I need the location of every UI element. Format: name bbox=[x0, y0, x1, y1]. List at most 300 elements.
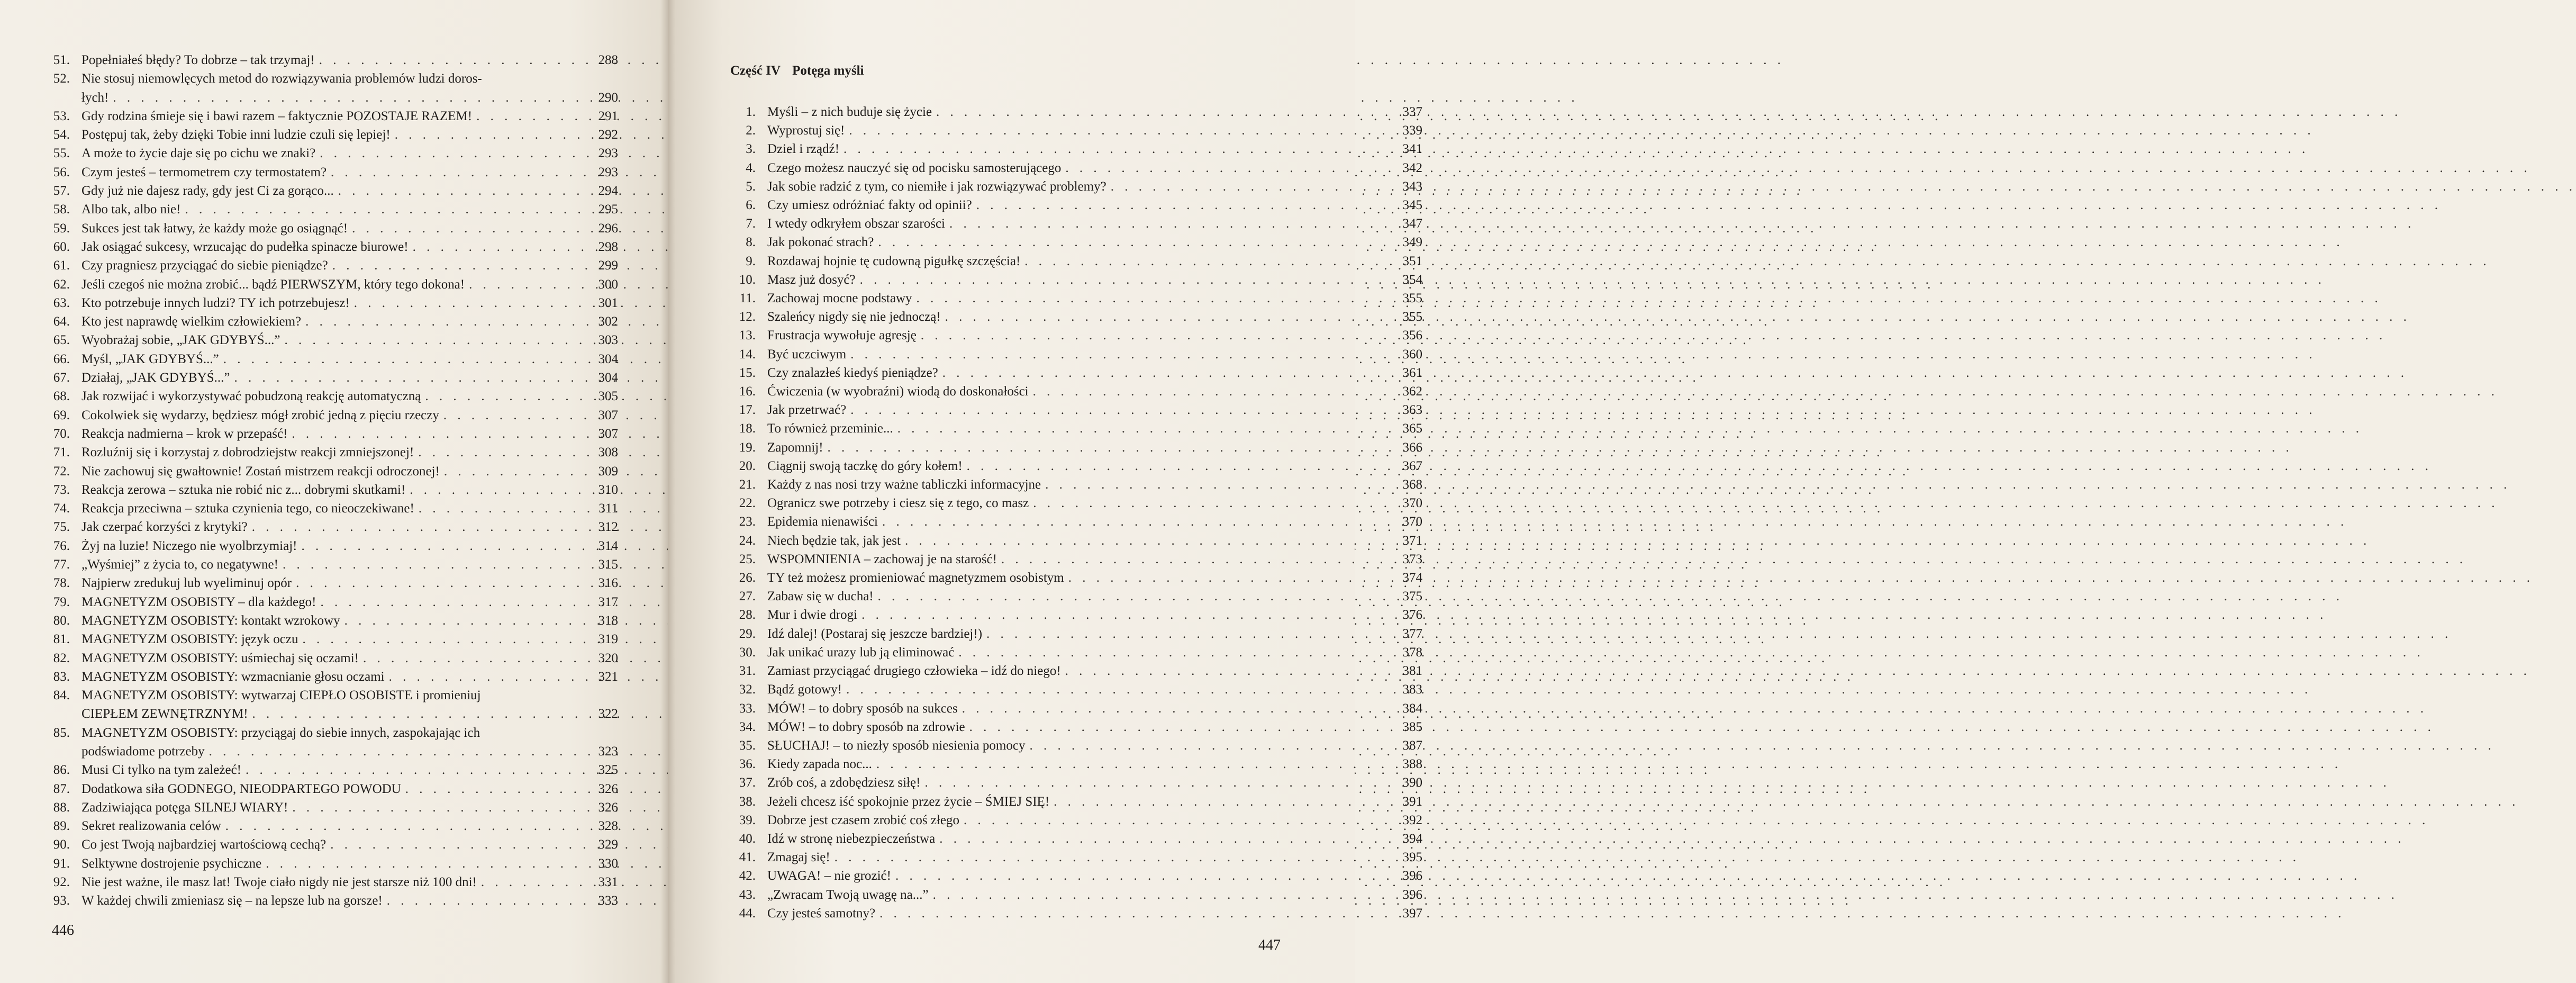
entry-number: 22. bbox=[739, 496, 756, 511]
entry-page: 383 bbox=[1402, 682, 1422, 697]
entry-page: 397 bbox=[1402, 906, 1422, 921]
toc-entry bbox=[724, 643, 1422, 662]
toc-entry bbox=[724, 811, 1422, 829]
entry-page: 390 bbox=[1402, 775, 1422, 790]
entry-page: 293 bbox=[598, 146, 618, 161]
toc-entry bbox=[47, 107, 618, 125]
entry-number: 61. bbox=[53, 258, 70, 273]
toc-entry bbox=[724, 718, 1422, 736]
entry-title: Jak unikać urazy lub ją eliminować bbox=[767, 645, 955, 660]
entry-title: Zrób coś, a zdobędziesz siłę! bbox=[767, 775, 921, 790]
entry-number: 88. bbox=[53, 800, 70, 815]
entry-title: Cokolwiek się wydarzy, będziesz mógł zrobić jedną z pięciu rzeczy bbox=[81, 408, 439, 422]
toc-entry bbox=[724, 364, 1422, 382]
entry-title: Rozluźnij się i korzystaj z dobrodziejstw reakcji zmniejszonej! bbox=[81, 445, 414, 460]
entry-page: 356 bbox=[1402, 328, 1422, 343]
entry-title: Myśl, „JAK GDYBYŚ...” bbox=[81, 351, 219, 366]
entry-number: 6. bbox=[746, 198, 756, 213]
entry-number: 35. bbox=[739, 738, 756, 753]
entry-title: MAGNETYZM OSOBISTY: przyciągaj do siebie innych, zaspokajając ich bbox=[81, 725, 480, 740]
entry-page: 370 bbox=[1402, 515, 1422, 529]
entry-page: 395 bbox=[1402, 850, 1422, 865]
toc-entry bbox=[47, 462, 618, 481]
entry-page: 385 bbox=[1402, 719, 1422, 734]
entry-page: 351 bbox=[1402, 254, 1422, 268]
toc-entry bbox=[724, 680, 1422, 699]
entry-page: 296 bbox=[598, 221, 618, 236]
entry-page: 375 bbox=[1402, 589, 1422, 604]
entry-number: 43. bbox=[739, 887, 756, 902]
entry-page: 300 bbox=[598, 277, 618, 292]
entry-page: 325 bbox=[598, 763, 618, 778]
entry-title: Myśli – z nich buduje się życie bbox=[767, 105, 932, 119]
entry-number: 54. bbox=[53, 128, 70, 142]
entry-number: 77. bbox=[53, 557, 70, 572]
entry-number: 64. bbox=[53, 314, 70, 329]
dot-leader bbox=[964, 811, 2429, 829]
toc-entry bbox=[47, 854, 618, 873]
entry-title: Jak przetrwać? bbox=[767, 403, 847, 418]
toc-entry bbox=[724, 457, 1422, 475]
entry-title: Idź w stronę niebezpieczeństwa bbox=[767, 831, 936, 846]
toc-entry bbox=[47, 294, 618, 312]
toc-entry bbox=[724, 587, 1422, 606]
entry-number: 16. bbox=[739, 384, 756, 399]
toc-entry bbox=[724, 103, 1422, 121]
toc-entry bbox=[724, 252, 1422, 270]
toc-entry bbox=[724, 550, 1422, 569]
entry-title: Żyj na luzie! Niczego nie wyolbrzymiaj! bbox=[81, 538, 297, 553]
entry-title: Popełniałeś błędy? To dobrze – tak trzymaj! bbox=[81, 53, 315, 67]
dot-leader bbox=[949, 214, 2415, 233]
toc-entry bbox=[47, 331, 618, 349]
entry-number: 63. bbox=[53, 295, 70, 310]
dot-leader bbox=[861, 606, 2327, 624]
entry-number: 90. bbox=[53, 837, 70, 852]
entry-title: To również przeminie... bbox=[767, 421, 893, 436]
entry-title: Reakcja zerowa – sztuka nie robić nic z... dobrymi skutkami! bbox=[81, 482, 406, 497]
toc-entry bbox=[724, 792, 1422, 811]
toc-entry bbox=[47, 593, 618, 611]
entry-title: Sukces jest tak łatwy, że każdy może go osiągnąć! bbox=[81, 221, 348, 236]
entry-title: TY też możesz promieniować magnetyzmem osobistym bbox=[767, 571, 1064, 585]
entry-page: 298 bbox=[598, 239, 618, 254]
entry-title: Kto potrzebuje innych ludzi? TY ich potrzebujesz! bbox=[81, 295, 350, 310]
toc-entry bbox=[724, 886, 1422, 904]
entry-title: Wyprostuj się! bbox=[767, 123, 845, 138]
entry-page: 378 bbox=[1402, 645, 1422, 660]
page-number-left: 446 bbox=[52, 922, 74, 939]
entry-number: 84. bbox=[53, 688, 70, 703]
toc-entry bbox=[724, 196, 1422, 214]
entry-number: 32. bbox=[739, 682, 756, 697]
entry-number: 9. bbox=[746, 254, 756, 268]
entry-page: 354 bbox=[1402, 272, 1422, 287]
entry-page: 396 bbox=[1402, 869, 1422, 883]
entry-page: 374 bbox=[1402, 571, 1422, 585]
entry-page: 339 bbox=[1402, 123, 1422, 138]
entry-page: 365 bbox=[1402, 421, 1422, 436]
entry-title: Czy znalazłeś kiedyś pieniądze? bbox=[767, 365, 938, 380]
dot-leader bbox=[936, 103, 2401, 121]
toc-entry bbox=[724, 214, 1422, 233]
entry-title: Reakcja przeciwna – sztuka czynienia tego, co nieoczekiwane! bbox=[81, 501, 414, 516]
entry-title: UWAGA! – nie grozić! bbox=[767, 869, 891, 883]
dot-leader bbox=[945, 308, 2410, 326]
dot-leader bbox=[1024, 252, 2490, 270]
toc-entry bbox=[47, 387, 618, 405]
entry-page: 299 bbox=[598, 258, 618, 273]
entry-title: WSPOMNIENIA – zachowaj je na starość! bbox=[767, 552, 997, 566]
dot-leader bbox=[878, 233, 2343, 251]
dot-leader bbox=[942, 364, 2408, 382]
entry-title: MAGNETYZM OSOBISTY: uśmiechaj się oczami! bbox=[81, 651, 359, 665]
left-page bbox=[0, 0, 668, 983]
entry-page: 331 bbox=[598, 875, 618, 890]
dot-leader bbox=[1029, 736, 2495, 755]
entry-title: MAGNETYZM OSOBISTY: wzmacnianie głosu oczami bbox=[81, 669, 385, 684]
entry-title: Nie stosuj niemowlęcych metod do rozwiązywania problemów ludzi doros- bbox=[81, 71, 482, 86]
entry-number: 80. bbox=[53, 613, 70, 628]
dot-leader bbox=[1065, 159, 2530, 177]
entry-page: 323 bbox=[598, 744, 618, 759]
entry-page: 320 bbox=[598, 651, 618, 665]
toc-entry bbox=[47, 630, 618, 648]
entry-title-continued: podświadome potrzeby bbox=[81, 744, 205, 759]
toc-entry bbox=[47, 406, 618, 425]
entry-page: 376 bbox=[1402, 608, 1422, 623]
toc-entry bbox=[724, 401, 1422, 419]
entry-title: MAGNETYZM OSOBISTY: język oczu bbox=[81, 632, 298, 647]
entry-number: 12. bbox=[739, 310, 756, 324]
entry-page: 387 bbox=[1402, 738, 1422, 753]
entry-title: MÓW! – to dobry sposób na zdrowie bbox=[767, 719, 965, 734]
entry-title: W każdej chwili zmieniasz się – na lepsze lub na gorsze! bbox=[81, 894, 383, 908]
toc-entry bbox=[724, 569, 1422, 587]
entry-page: 310 bbox=[598, 482, 618, 497]
right-toc-list bbox=[724, 103, 1422, 923]
entry-title: MAGNETYZM OSOBISTY: kontakt wzrokowy bbox=[81, 613, 340, 628]
entry-number: 86. bbox=[53, 763, 70, 778]
entry-title: A może to życie daje się po cichu we znaki? bbox=[81, 146, 316, 161]
entry-number: 5. bbox=[746, 179, 756, 194]
entry-page: 337 bbox=[1402, 105, 1422, 119]
dot-leader bbox=[849, 121, 2314, 140]
entry-title: Jak osiągać sukcesy, wrzucając do pudełka spinacze biurowe! bbox=[81, 239, 409, 254]
entry-number: 62. bbox=[53, 277, 70, 292]
entry-title: „Wyśmiej” z życia to, co negatywne! bbox=[81, 557, 278, 572]
toc-entry bbox=[47, 798, 618, 817]
toc-entry bbox=[47, 69, 618, 107]
dot-leader bbox=[895, 867, 2361, 885]
entry-number: 72. bbox=[53, 464, 70, 479]
toc-entry bbox=[724, 233, 1422, 251]
toc-entry bbox=[724, 867, 1422, 885]
entry-title: Ciągnij swoją taczkę do góry kołem! bbox=[767, 458, 963, 473]
entry-number: 41. bbox=[739, 850, 756, 865]
entry-page: 396 bbox=[1402, 887, 1422, 902]
entry-page: 307 bbox=[598, 408, 618, 422]
toc-entry bbox=[47, 219, 618, 238]
entry-page: 318 bbox=[598, 613, 618, 628]
entry-title: Mur i dwie drogi bbox=[767, 608, 858, 623]
dot-leader bbox=[969, 718, 2435, 736]
entry-title: Frustracja wywołuje agresję bbox=[767, 328, 917, 343]
toc-entry bbox=[47, 200, 618, 219]
entry-number: 36. bbox=[739, 757, 756, 772]
entry-number: 25. bbox=[739, 552, 756, 566]
entry-number: 8. bbox=[746, 235, 756, 250]
toc-entry bbox=[724, 606, 1422, 624]
toc-entry bbox=[47, 873, 618, 891]
toc-entry bbox=[724, 755, 1422, 773]
entry-page: 301 bbox=[598, 295, 618, 310]
entry-page: 366 bbox=[1402, 440, 1422, 455]
entry-number: 3. bbox=[746, 142, 756, 157]
dot-leader bbox=[905, 531, 2370, 550]
entry-number: 59. bbox=[53, 221, 70, 236]
entry-number: 42. bbox=[739, 869, 756, 883]
entry-number: 66. bbox=[53, 351, 70, 366]
entry-number: 92. bbox=[53, 875, 70, 890]
entry-title: Nie zachowuj się gwałtownie! Zostań mistrzem reakcji odroczonej! bbox=[81, 464, 440, 479]
entry-title: SŁUCHAJ! – to niezły sposób niesienia pomocy bbox=[767, 738, 1026, 753]
entry-page: 333 bbox=[598, 894, 618, 908]
entry-title: Dobrze jest czasem zrobić coś złego bbox=[767, 813, 960, 827]
entry-number: 52. bbox=[53, 71, 70, 86]
toc-entry bbox=[724, 326, 1422, 345]
entry-page: 291 bbox=[598, 109, 618, 123]
entry-title: Każdy z nas nosi trzy ważne tabliczki informacyjne bbox=[767, 477, 1041, 492]
entry-page: 314 bbox=[598, 538, 618, 553]
entry-number: 21. bbox=[739, 477, 756, 492]
toc-entry bbox=[724, 475, 1422, 494]
toc-entry bbox=[47, 144, 618, 163]
toc-entry bbox=[724, 121, 1422, 140]
entry-title: Albo tak, albo nie! bbox=[81, 202, 181, 217]
entry-number: 57. bbox=[53, 184, 70, 199]
dot-leader bbox=[958, 643, 2424, 662]
toc-entry bbox=[47, 163, 618, 182]
entry-title: Zapomnij! bbox=[767, 440, 823, 455]
entry-number: 10. bbox=[739, 272, 756, 287]
entry-number: 71. bbox=[53, 445, 70, 460]
entry-title: Czy jesteś samotny? bbox=[767, 906, 876, 921]
entry-number: 73. bbox=[53, 482, 70, 497]
entry-number: 67. bbox=[53, 371, 70, 385]
entry-number: 24. bbox=[739, 533, 756, 548]
entry-page: 341 bbox=[1402, 142, 1422, 157]
entry-title: Jak rozwijać i wykorzystywać pobudzoną reakcję automatyczną bbox=[81, 389, 421, 404]
dot-leader bbox=[878, 587, 2343, 606]
entry-number: 82. bbox=[53, 651, 70, 665]
entry-title: Wyobrażaj sobie, „JAK GDYBYŚ...” bbox=[81, 333, 280, 348]
dot-leader bbox=[879, 904, 2345, 923]
entry-title: MAGNETYZM OSOBISTY – dla każdego! bbox=[81, 594, 316, 609]
entry-page: 388 bbox=[1402, 757, 1422, 772]
dot-leader bbox=[967, 457, 2432, 475]
entry-number: 37. bbox=[739, 775, 756, 790]
toc-entry bbox=[47, 668, 618, 686]
entry-number: 93. bbox=[53, 894, 70, 908]
toc-entry bbox=[47, 649, 618, 668]
entry-title: Zadziwiająca potęga SILNEJ WIARY! bbox=[81, 800, 288, 815]
entry-title: Idź dalej! (Postaraj się jeszcze bardziej!) bbox=[767, 626, 983, 641]
entry-title: Działaj, „JAK GDYBYŚ...” bbox=[81, 371, 230, 385]
entry-page: 293 bbox=[598, 165, 618, 179]
entry-number: 18. bbox=[739, 421, 756, 436]
book-gutter bbox=[660, 0, 675, 983]
entry-page: 363 bbox=[1402, 403, 1422, 418]
entry-number: 40. bbox=[739, 831, 756, 846]
entry-page: 315 bbox=[598, 557, 618, 572]
entry-number: 15. bbox=[739, 365, 756, 380]
toc-entry bbox=[47, 891, 618, 910]
entry-title: Czy umiesz odróżniać fakty od opinii? bbox=[767, 198, 972, 213]
part-title: Potęga myśli bbox=[792, 64, 864, 78]
entry-page: 312 bbox=[598, 520, 618, 535]
toc-entry bbox=[47, 518, 618, 536]
entry-number: 68. bbox=[53, 389, 70, 404]
entry-number: 65. bbox=[53, 333, 70, 348]
dot-leader bbox=[835, 848, 2300, 867]
dot-leader bbox=[921, 326, 2386, 345]
entry-number: 75. bbox=[53, 520, 70, 535]
toc-entry bbox=[47, 686, 618, 724]
entry-page: 307 bbox=[598, 426, 618, 441]
entry-page: 371 bbox=[1402, 533, 1422, 548]
dot-leader bbox=[962, 699, 2427, 718]
entry-title: Postępuj tak, żeby dzięki Tobie inni ludzie czuli się lepiej! bbox=[81, 128, 391, 142]
toc-entry bbox=[47, 537, 618, 555]
entry-page: 342 bbox=[1402, 160, 1422, 175]
toc-entry bbox=[724, 159, 1422, 177]
entry-number: 85. bbox=[53, 725, 70, 740]
entry-title-continued: łych! bbox=[81, 90, 109, 105]
entry-page: 319 bbox=[598, 632, 618, 647]
entry-page: 343 bbox=[1402, 179, 1422, 194]
entry-page: 355 bbox=[1402, 310, 1422, 324]
toc-entry bbox=[47, 275, 618, 294]
entry-number: 20. bbox=[739, 458, 756, 473]
entry-page: 290 bbox=[598, 90, 618, 105]
entry-page: 362 bbox=[1402, 384, 1422, 399]
toc-entry bbox=[47, 425, 618, 443]
toc-entry bbox=[724, 848, 1422, 867]
dot-leader bbox=[1001, 550, 2466, 569]
entry-page: 370 bbox=[1402, 496, 1422, 511]
entry-number: 19. bbox=[739, 440, 756, 455]
entry-title: Musi Ci tylko na tym zależeć! bbox=[81, 763, 242, 778]
toc-entry bbox=[47, 835, 618, 854]
toc-entry bbox=[724, 773, 1422, 792]
entry-title: Rozdawaj hojnie tę cudowną pigułkę szczęścia! bbox=[767, 254, 1021, 268]
dot-leader bbox=[1068, 569, 2534, 587]
entry-page: 309 bbox=[598, 464, 618, 479]
toc-entry bbox=[47, 350, 618, 368]
entry-number: 91. bbox=[53, 856, 70, 871]
dot-leader bbox=[1033, 494, 2498, 512]
dot-leader bbox=[846, 680, 2311, 699]
entry-number: 55. bbox=[53, 146, 70, 161]
entry-page: 355 bbox=[1402, 291, 1422, 306]
dot-leader bbox=[1045, 475, 2510, 494]
entry-number: 27. bbox=[739, 589, 756, 604]
dot-leader bbox=[860, 270, 2325, 289]
entry-number: 2. bbox=[746, 123, 756, 138]
toc-entry bbox=[724, 140, 1422, 158]
entry-title: Jak pokonać strach? bbox=[767, 235, 874, 250]
entry-number: 56. bbox=[53, 165, 70, 179]
entry-number: 30. bbox=[739, 645, 756, 660]
entry-page: 330 bbox=[598, 856, 618, 871]
entry-title: Sekret realizowania celów bbox=[81, 819, 221, 834]
entry-page: 317 bbox=[598, 594, 618, 609]
dot-leader bbox=[976, 196, 2442, 214]
toc-entry bbox=[724, 345, 1422, 364]
entry-title: „Zwracam Twoją uwagę na...” bbox=[767, 887, 929, 902]
toc-entry bbox=[47, 817, 618, 835]
entry-page: 302 bbox=[598, 314, 618, 329]
entry-title: Szaleńcy nigdy się nie jednoczą! bbox=[767, 310, 941, 324]
toc-entry bbox=[724, 289, 1422, 308]
toc-entry bbox=[47, 182, 618, 200]
toc-entry bbox=[724, 177, 1422, 196]
entry-number: 34. bbox=[739, 719, 756, 734]
entry-number: 23. bbox=[739, 515, 756, 529]
entry-title: Czy pragniesz przyciągać do siebie pieniądze? bbox=[81, 258, 328, 273]
toc-entry bbox=[724, 625, 1422, 643]
entry-page: 305 bbox=[598, 389, 618, 404]
toc-entry bbox=[47, 761, 618, 779]
entry-title: Bądź gotowy! bbox=[767, 682, 842, 697]
toc-entry bbox=[724, 438, 1422, 457]
dot-leader bbox=[939, 829, 2405, 848]
entry-page: 294 bbox=[598, 184, 618, 199]
entry-title: Dziel i rządź! bbox=[767, 142, 840, 157]
toc-entry bbox=[47, 238, 618, 256]
dot-leader bbox=[876, 755, 2342, 773]
entry-title: Jeżeli chcesz iść spokojnie przez życie – ŚMIEJ SIĘ! bbox=[767, 794, 1050, 809]
entry-title: Nie jest ważne, ile masz lat! Twoje ciało nigdy nie jest starsze niż 100 dni! bbox=[81, 875, 477, 890]
dot-leader bbox=[850, 345, 2316, 364]
page-number-right: 447 bbox=[1258, 937, 1281, 953]
entry-number: 89. bbox=[53, 819, 70, 834]
entry-page: 329 bbox=[598, 837, 618, 852]
toc-entry bbox=[47, 125, 618, 144]
entry-page: 304 bbox=[598, 371, 618, 385]
entry-number: 4. bbox=[746, 160, 756, 175]
entry-page: 304 bbox=[598, 351, 618, 366]
entry-number: 44. bbox=[739, 906, 756, 921]
entry-title: MÓW! – to dobry sposób na sukces bbox=[767, 701, 958, 716]
dot-leader bbox=[917, 289, 2382, 308]
entry-number: 31. bbox=[739, 664, 756, 679]
entry-number: 81. bbox=[53, 632, 70, 647]
entry-title: Gdy rodzina śmieje się i bawi razem – faktycznie POZOSTAJE RAZEM! bbox=[81, 109, 473, 123]
entry-number: 28. bbox=[739, 608, 756, 623]
entry-title: Jak czerpać korzyści z krytyki? bbox=[81, 520, 248, 535]
dot-leader bbox=[1065, 662, 2530, 680]
toc-entry bbox=[47, 555, 618, 574]
entry-title: Jak sobie radzić z tym, co niemiłe i jak rozwiązywać problemy? bbox=[767, 179, 1106, 194]
entry-title: Czym jesteś – termometrem czy termostatem? bbox=[81, 165, 327, 179]
entry-page: 392 bbox=[1402, 813, 1422, 827]
entry-page: 326 bbox=[598, 800, 618, 815]
toc-entry bbox=[724, 494, 1422, 512]
entry-page: 292 bbox=[598, 128, 618, 142]
toc-entry bbox=[724, 736, 1422, 755]
